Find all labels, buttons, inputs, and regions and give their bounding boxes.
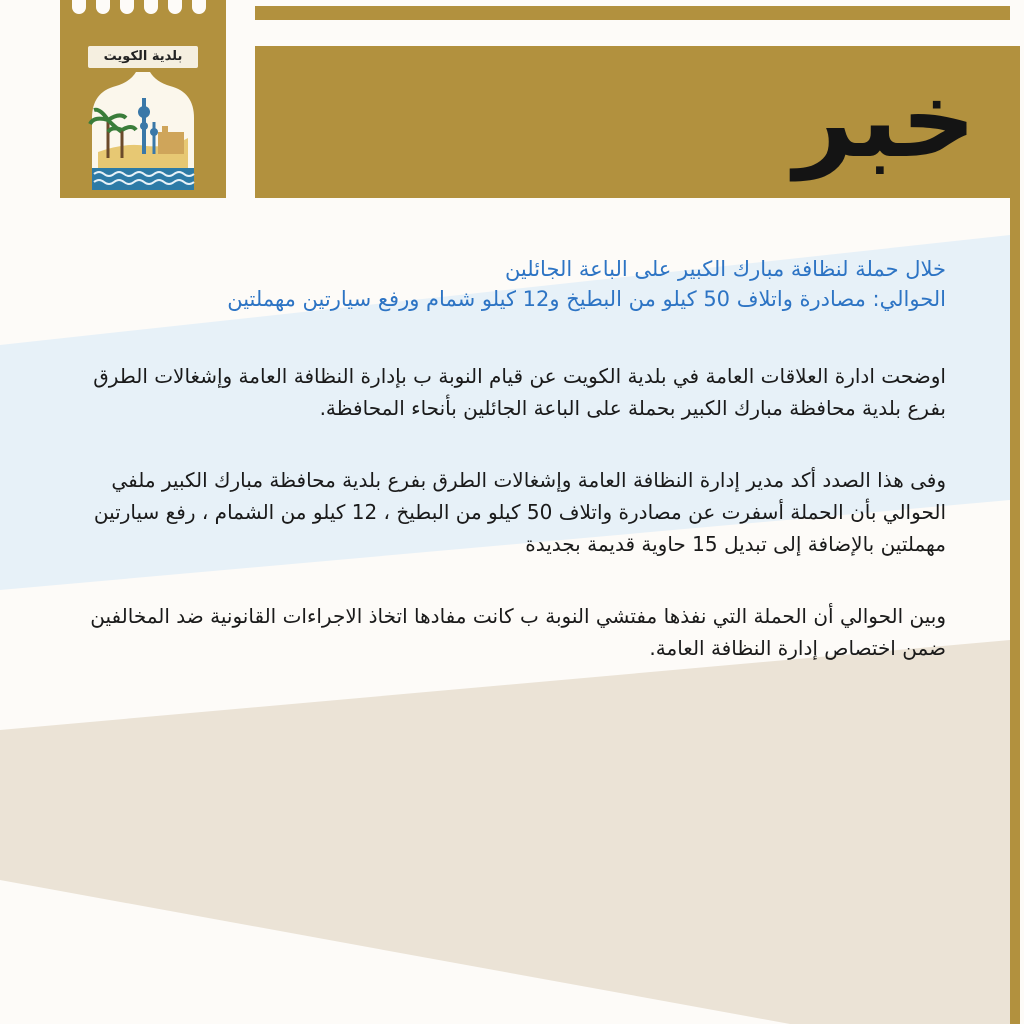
article-paragraph: وبين الحوالي أن الحملة التي نفذها مفتشي النوبة ب كانت مفادها اتخاذ الاجراءات القانونية ضد المخالفين ضمن اختصاص إدارة النظافة العامة. (90, 604, 946, 660)
crenel (96, 0, 110, 14)
headline (76, 254, 946, 314)
article-paragraph: وفى هذا الصدد أكد مدير إدارة النظافة العامة وإشغالات الطرق بفرع بلدية محافظة مبارك الكبير ملفي الحوالي بأن الحملة أسفرت عن مصادرة واتلاف 50 كيلو من البطيخ ، 12 كيلو من الشمام ، رفع سيارتين مهملتين بالإضافة إلى تبديل 15 حاوية قديمة بجديدة (93, 468, 946, 556)
crenel (192, 0, 206, 14)
headline-line-1: خلال حملة لنظافة مبارك الكبير على الباعة الجائلين (504, 257, 946, 281)
crenel (120, 0, 134, 14)
crenel (144, 0, 158, 14)
crenel (72, 0, 86, 14)
right-gold-border (1010, 46, 1020, 1024)
kuwait-towers-emblem-icon (86, 72, 200, 190)
crenel (168, 0, 182, 14)
headline-line-2: الحوالي: مصادرة واتلاف 50 كيلو من البطيخ و12 كيلو شمام ورفع سيارتين مهملتين (227, 287, 946, 311)
logo-label: بلدية الكويت (88, 46, 198, 68)
news-banner-title: خبر (793, 59, 977, 181)
top-gold-bar (255, 6, 1010, 20)
municipality-logo (60, 0, 226, 198)
article-paragraph: اوضحت ادارة العلاقات العامة في بلدية الكويت عن قيام النوبة ب بإدارة النظافة العامة وإشغالات الطرق بفرع بلدية محافظة مبارك الكبير بحملة على الباعة الجائلين بأنحاء المحافظة. (93, 364, 946, 420)
article-body (76, 360, 946, 704)
